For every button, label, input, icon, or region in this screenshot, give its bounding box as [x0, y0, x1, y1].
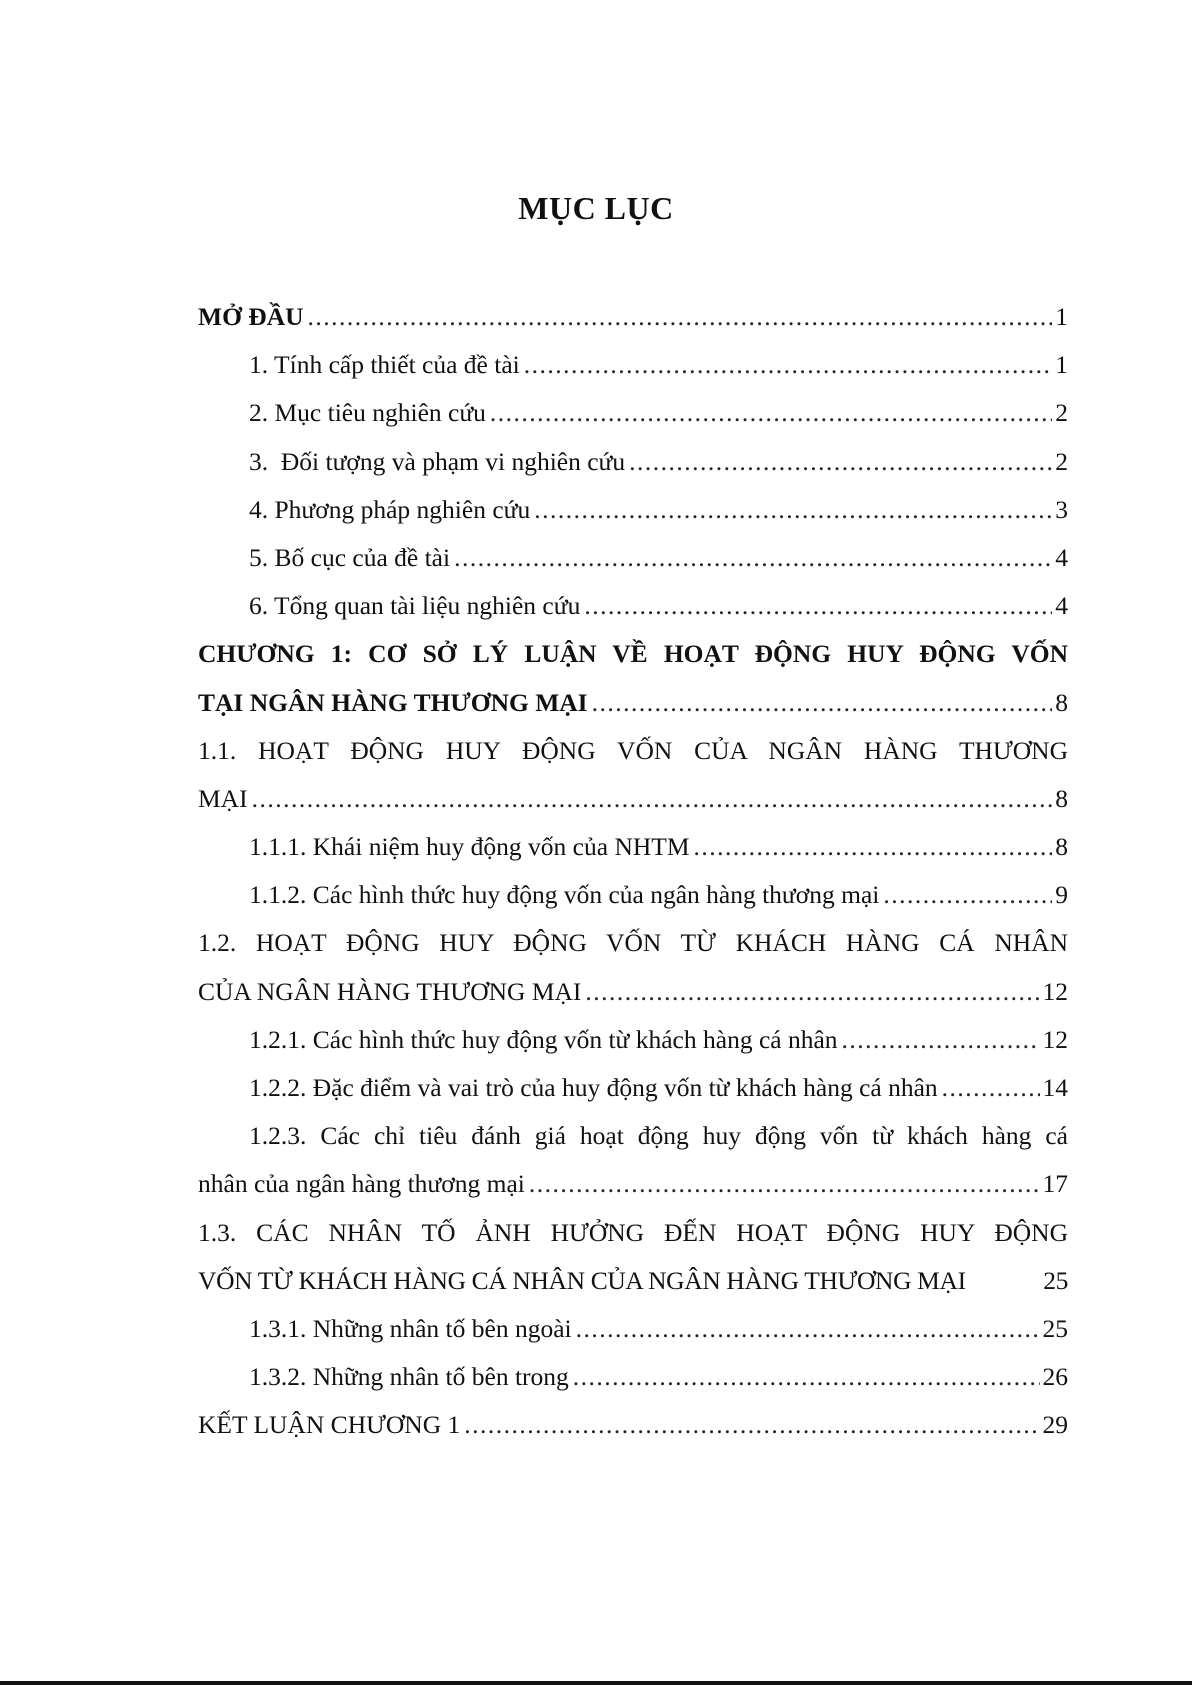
toc-entry-tinh-cap-thiet [198, 341, 1068, 389]
table-of-contents [198, 293, 1068, 1450]
dot-leader [529, 1160, 1040, 1208]
toc-entry-1-1-1 [198, 823, 1068, 871]
toc-page-number: 1 [1055, 302, 1068, 331]
toc-entry-text: 1.3.2. Những nhân tố bên trong [249, 1362, 569, 1392]
dot-leader [585, 968, 1039, 1016]
toc-entry-1-3-line2 [198, 1257, 1068, 1305]
toc-entry-text: 1.1.1. Khái niệm huy động vốn của NHTM [249, 832, 690, 862]
toc-entry-text: MỞ ĐẦU [198, 302, 304, 331]
dot-leader [573, 1353, 1040, 1401]
toc-page-number: 3 [1055, 494, 1068, 524]
toc-page-number: 8 [1055, 832, 1068, 862]
toc-page-number: 17 [1042, 1169, 1068, 1199]
toc-entry-text: KẾT LUẬN CHƯƠNG 1 [198, 1410, 461, 1440]
toc-entry-text: 1.2.2. Đặc điểm và vai trò của huy động vốn từ khách hàng cá nhân [249, 1073, 938, 1102]
dot-leader [629, 438, 1052, 486]
toc-entry-doi-tuong [198, 438, 1068, 486]
dot-leader [694, 823, 1053, 871]
dot-leader [842, 1016, 1040, 1064]
toc-page-number: 29 [1042, 1410, 1068, 1440]
toc-entry-mo-dau [198, 293, 1068, 341]
toc-entry-1-2-line1: 1.2. HOẠT ĐỘNG HUY ĐỘNG VỐN TỪ KHÁCH HÀNG CÁ NHÂN [198, 928, 1068, 958]
dot-leader [308, 293, 1053, 341]
toc-entry-1-1-line2 [198, 775, 1068, 823]
toc-entry-1-2-1 [198, 1016, 1068, 1064]
toc-entry-text: 4. Phương pháp nghiên cứu [249, 494, 531, 524]
toc-entry-tong-quan [198, 582, 1068, 630]
toc-entry-chuong-1-line2 [198, 679, 1068, 727]
toc-entry-text: 1.3.1. Những nhân tố bên ngoài [249, 1313, 572, 1343]
dot-leader [252, 775, 1053, 823]
toc-entry-muc-tieu [198, 389, 1068, 437]
toc-entry-phuong-phap [198, 486, 1068, 534]
toc-page-number: 8 [1055, 783, 1068, 813]
dot-leader [576, 1305, 1040, 1353]
dot-leader [490, 389, 1052, 437]
toc-entry-1-3-2 [198, 1353, 1068, 1401]
toc-entry-chuong-1-line1: CHƯƠNG 1: CƠ SỞ LÝ LUẬN VỀ HOẠT ĐỘNG HUY ĐỘNG VỐN [198, 639, 1068, 669]
toc-entry-text: VỐN TỪ KHÁCH HÀNG CÁ NHÂN CỦA NGÂN HÀNG THƯƠNG MẠI [198, 1265, 966, 1295]
toc-page-number: 12 [1042, 1024, 1068, 1054]
dot-leader [584, 582, 1052, 630]
toc-page-number: 1 [1055, 350, 1068, 380]
toc-page-number: 12 [1042, 976, 1068, 1006]
dot-leader [942, 1064, 1040, 1112]
toc-entry-ket-luan [198, 1401, 1068, 1449]
toc-entry-text: nhân của ngân hàng thương mại [198, 1169, 525, 1199]
toc-entry-text: TẠI NGÂN HÀNG THƯƠNG MẠI [198, 687, 588, 717]
bottom-edge-rule [0, 1681, 1192, 1685]
toc-entry-text: 2. Mục tiêu nghiên cứu [249, 398, 486, 428]
toc-entry-1-3-1 [198, 1305, 1068, 1353]
toc-entry-1-1-2 [198, 871, 1068, 919]
toc-page-number: 2 [1055, 446, 1068, 476]
toc-entry-text: 6. Tổng quan tài liệu nghiên cứu [249, 591, 581, 621]
toc-entry-text: CỦA NGÂN HÀNG THƯƠNG MẠI [198, 976, 582, 1006]
dot-leader [524, 341, 1053, 389]
toc-entry-text: 5. Bố cục của đề tài [249, 542, 451, 572]
toc-page-number: 4 [1055, 542, 1068, 572]
toc-entry-1-2-line2 [198, 968, 1068, 1016]
toc-page-number: 26 [1042, 1362, 1068, 1392]
toc-page-number: 4 [1055, 591, 1068, 621]
dot-leader [883, 871, 1052, 919]
toc-page-number: 14 [1042, 1073, 1068, 1102]
toc-page-number: 25 [1043, 1265, 1068, 1295]
dot-leader [592, 679, 1053, 727]
toc-entry-text: 3. Đối tượng và phạm vi nghiên cứu [249, 446, 626, 476]
toc-entry-1-2-2 [198, 1064, 1068, 1112]
dot-leader [534, 486, 1052, 534]
toc-entry-text: MẠI [198, 783, 248, 813]
toc-entry-1-2-3-line2 [198, 1160, 1068, 1208]
toc-entry-1-1-line1: 1.1. HOẠT ĐỘNG HUY ĐỘNG VỐN CỦA NGÂN HÀNG THƯƠNG [198, 735, 1068, 765]
dot-leader [464, 1401, 1039, 1449]
page-title: MỤC LỤC [518, 190, 674, 226]
toc-page-number: 8 [1055, 687, 1068, 717]
toc-entry-text: 1.2.1. Các hình thức huy động vốn từ khách hàng cá nhân [249, 1024, 838, 1054]
toc-entry-text: 1. Tính cấp thiết của đề tài [249, 350, 520, 380]
toc-page-number: 25 [1042, 1313, 1068, 1343]
toc-entry-text: 1.1.2. Các hình thức huy động vốn của ngân hàng thương mại [249, 880, 880, 910]
toc-entry-1-3-line1: 1.3. CÁC NHÂN TỐ ẢNH HƯỞNG ĐẾN HOẠT ĐỘNG HUY ĐỘNG [198, 1217, 1068, 1247]
toc-page-number: 2 [1055, 398, 1068, 428]
toc-entry-1-2-3-line1: 1.2.3. Các chỉ tiêu đánh giá hoạt động huy động vốn từ khách hàng cá [249, 1121, 1068, 1151]
toc-page-number: 9 [1055, 880, 1068, 910]
dot-leader [454, 534, 1052, 582]
toc-entry-bo-cuc [198, 534, 1068, 582]
